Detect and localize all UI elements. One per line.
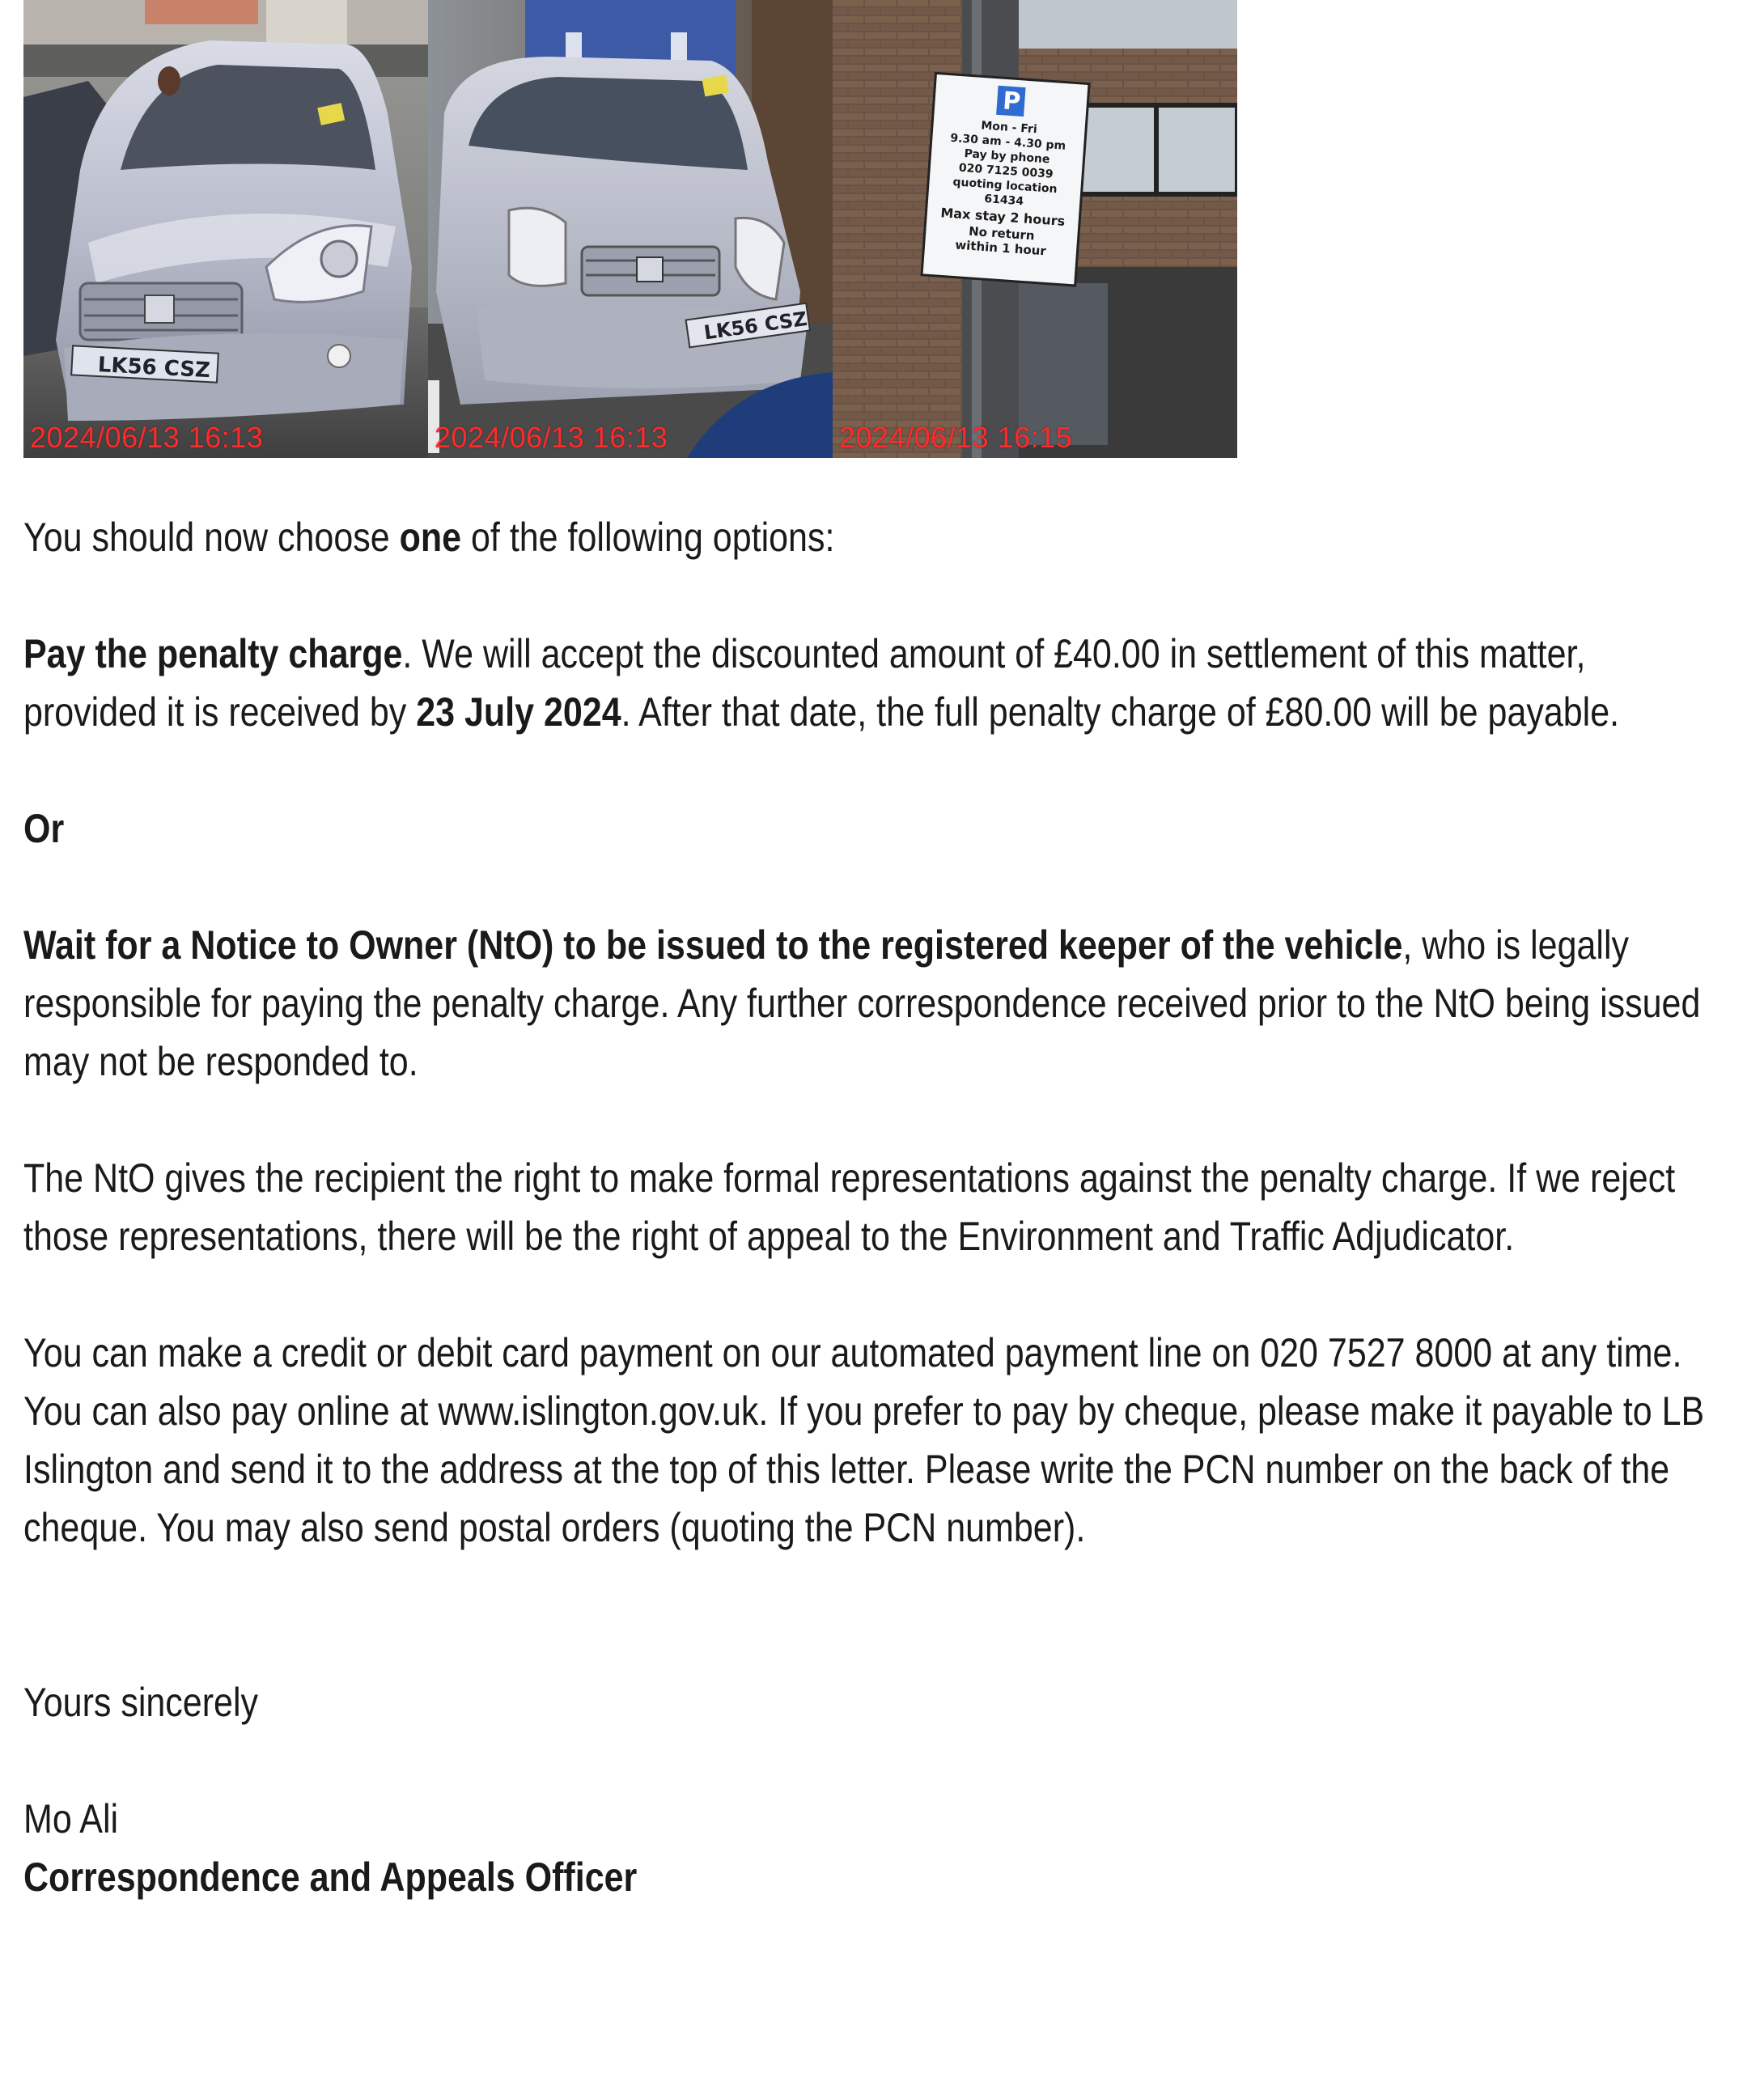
car-angle-photo xyxy=(428,0,833,458)
photo-timestamp-1: 2024/06/13 16:13 xyxy=(30,421,264,454)
signatory-title-line xyxy=(23,1848,1707,1906)
sign-line-8: No return xyxy=(968,223,1036,244)
sign-line-6: 61434 xyxy=(983,192,1024,209)
nto-paragraph: The NtO gives the recipient the right to make formal representations against the penalty charge. If we reject those representations, there will be the right of appeal to the Environment and Traffic Adjudicator. xyxy=(23,1155,1676,1259)
evidence-photo-2 xyxy=(428,0,833,458)
sign-line-4: 020 7125 0039 xyxy=(958,161,1054,181)
evidence-photo-strip xyxy=(23,0,1237,458)
option-pay-text-pre: . We will accept the discounted amount of £40.00 in settlement of this matter, provided it is received by xyxy=(23,631,1586,735)
option-pay-heading: Pay the penalty charge xyxy=(23,631,403,676)
option-wait-text: , who is legally responsible for paying the penalty charge. Any further correspondence received prior to the NtO being issued may not be responded to. xyxy=(23,922,1701,1084)
intro-emphasis: one xyxy=(399,515,462,560)
car-front-photo xyxy=(23,0,428,458)
discount-deadline-date: 23 July 2024 xyxy=(416,689,621,735)
intro-text-pre: You should now choose xyxy=(23,515,400,560)
option-wait-paragraph xyxy=(23,916,1707,1091)
sign-line-3: Pay by phone xyxy=(964,147,1050,167)
parking-sign-photo xyxy=(833,0,1237,458)
signatory-title: Correspondence and Appeals Officer xyxy=(23,1854,638,1900)
parking-p-symbol: P xyxy=(1002,87,1022,117)
payment-paragraph: You can make a credit or debit card payment on our automated payment line on 020 7527 8000 at any time. You can also pay online at www.islington.gov.uk. If you prefer to pay by cheque, please make it payable to LB Islington and send it to the address at the top of this letter. Please write the PCN number on the back of the cheque. You may also send postal orders (quoting the PCN number). xyxy=(23,1330,1705,1550)
photo-timestamp-2: 2024/06/13 16:13 xyxy=(435,421,668,454)
intro-text-post: of the following options: xyxy=(461,515,835,560)
plate-text-1: LK56 CSZ xyxy=(97,352,211,384)
option-wait-heading: Wait for a Notice to Owner (NtO) to be issued to the registered keeper of the vehicle xyxy=(23,922,1403,968)
sign-line-2: 9.30 am - 4.30 pm xyxy=(949,131,1066,153)
sign-line-7: Max stay 2 hours xyxy=(939,205,1066,229)
evidence-photo-1 xyxy=(23,0,428,458)
closing-salutation: Yours sincerely xyxy=(23,1680,259,1725)
intro-paragraph xyxy=(23,508,1707,566)
sign-line-5: quoting location xyxy=(952,176,1058,197)
option-pay-paragraph xyxy=(23,625,1707,741)
evidence-photo-3 xyxy=(833,0,1237,458)
sign-line-1: Mon - Fri xyxy=(980,119,1038,137)
or-text: Or xyxy=(23,806,65,851)
signatory-name: Mo Ali xyxy=(23,1796,119,1842)
or-separator xyxy=(23,799,1707,858)
option-pay-text-post: . After that date, the full penalty charge of £80.00 will be payable. xyxy=(621,689,1620,735)
sign-line-9: within 1 hour xyxy=(954,237,1047,259)
plate-text-2: LK56 CSZ xyxy=(702,307,809,345)
letter-body xyxy=(23,508,1705,1906)
photo-timestamp-3: 2024/06/13 16:15 xyxy=(839,421,1073,454)
